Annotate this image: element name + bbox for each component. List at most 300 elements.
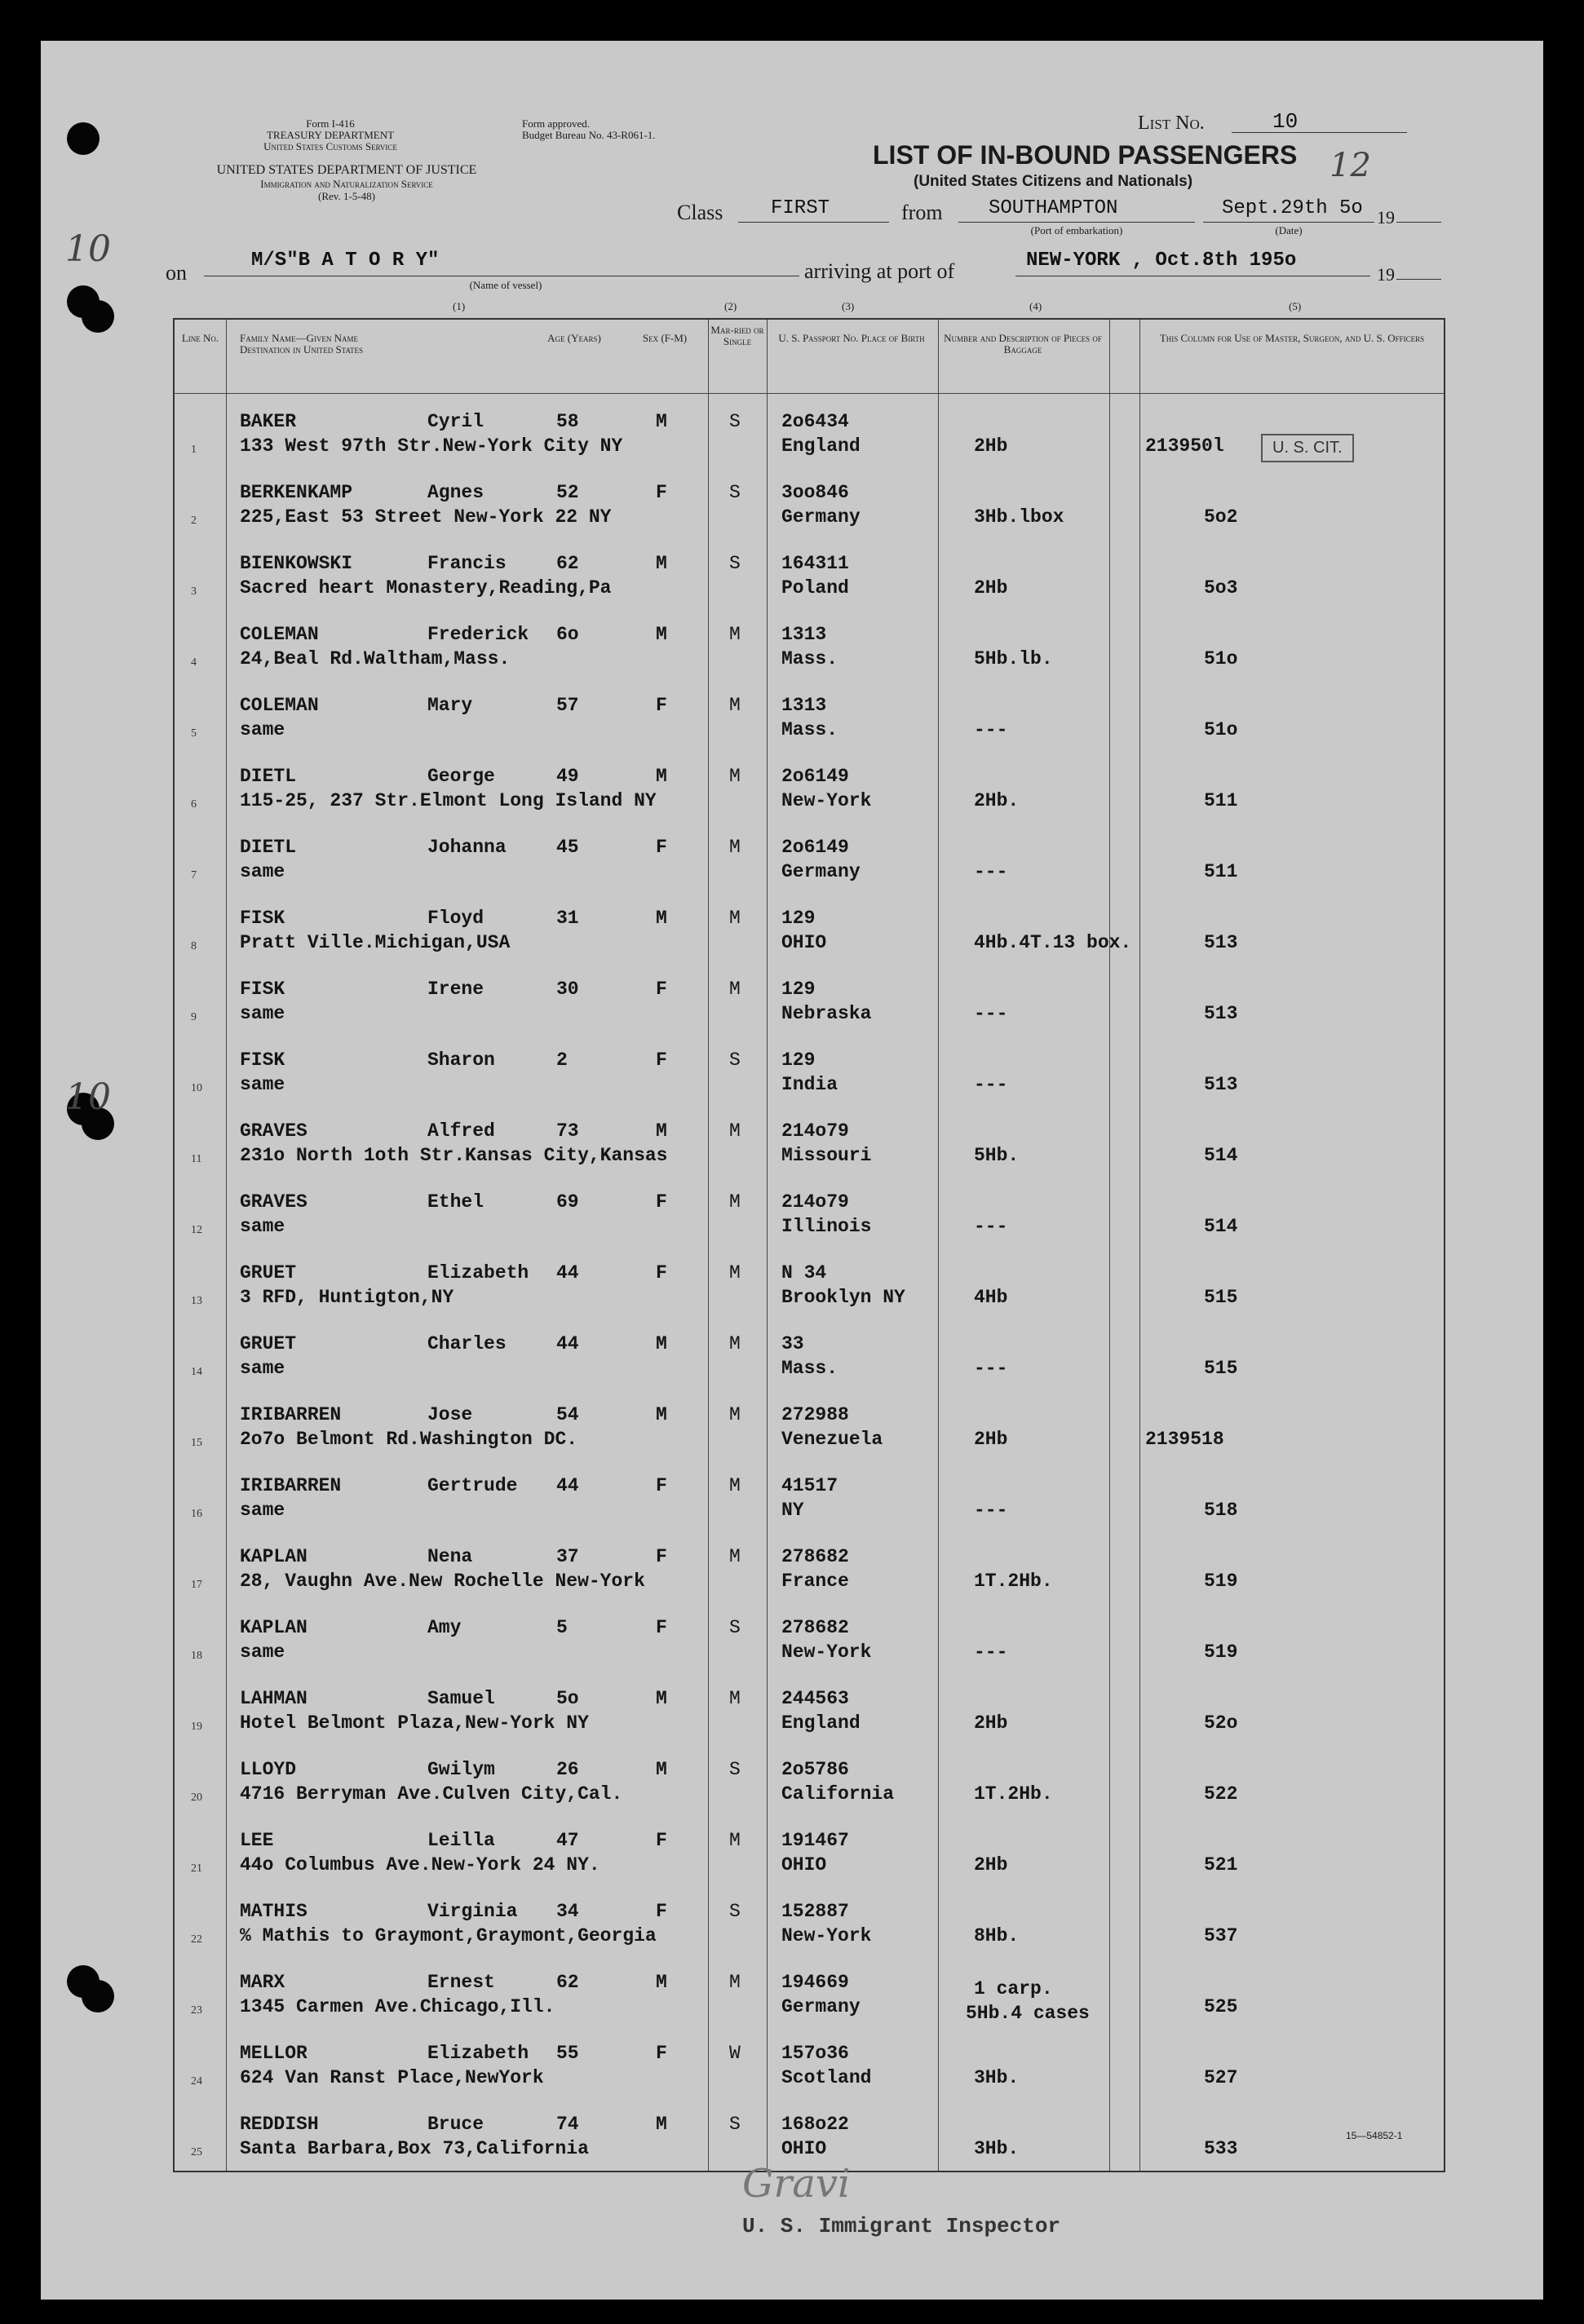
marital-status: M bbox=[729, 766, 741, 787]
marital-status: M bbox=[729, 624, 741, 645]
passenger-given-name: Frederick bbox=[427, 624, 529, 645]
marital-status: S bbox=[729, 553, 741, 574]
destination-address: 1345 Carmen Ave.Chicago,Ill. bbox=[240, 1996, 555, 2017]
us-citizen-stamp: U. S. CIT. bbox=[1261, 434, 1354, 462]
baggage-description: --- bbox=[974, 1074, 1008, 1095]
justice-dept: UNITED STATES DEPARTMENT OF JUSTICE bbox=[216, 163, 477, 177]
destination-address: Hotel Belmont Plaza,New-York NY bbox=[240, 1712, 589, 1734]
marital-status: S bbox=[729, 1901, 741, 1922]
passenger-surname: BIENKOWSKI bbox=[240, 553, 353, 574]
table-row bbox=[175, 395, 1444, 466]
passenger-given-name: Leilla bbox=[427, 1830, 495, 1851]
passenger-age: 34 bbox=[556, 1901, 579, 1922]
form-revision: (Rev. 1-5-48) bbox=[318, 190, 375, 202]
passport-number: 2o5786 bbox=[781, 1759, 849, 1780]
place-of-birth: California bbox=[781, 1783, 895, 1805]
place-of-birth: OHIO bbox=[781, 932, 827, 953]
place-of-birth: Illinois bbox=[781, 1216, 872, 1237]
vessel-name: M/S"B A T O R Y" bbox=[251, 250, 440, 272]
table-row bbox=[175, 2026, 1444, 2097]
on-label: on bbox=[166, 261, 187, 285]
baggage-description: 5Hb.lb. bbox=[974, 648, 1053, 669]
destination-address: Santa Barbara,Box 73,California bbox=[240, 2138, 589, 2159]
passenger-surname: FISK bbox=[240, 979, 285, 1000]
passenger-age: 2 bbox=[556, 1049, 568, 1071]
line-number: 8 bbox=[191, 940, 197, 952]
passenger-surname: GRAVES bbox=[240, 1120, 308, 1142]
passenger-sex: F bbox=[656, 979, 667, 1000]
passenger-sex: M bbox=[656, 908, 667, 929]
passport-number: 2o6149 bbox=[781, 766, 849, 787]
passport-number: 129 bbox=[781, 1049, 816, 1071]
passenger-age: 69 bbox=[556, 1191, 579, 1213]
line-number: 6 bbox=[191, 798, 197, 811]
table-row bbox=[175, 1459, 1444, 1530]
passenger-surname: DIETL bbox=[240, 837, 297, 858]
place-of-birth: Venezuela bbox=[781, 1429, 883, 1450]
line-number: 17 bbox=[191, 1579, 202, 1591]
budget-bureau: Budget Bureau No. 43-R061-1. bbox=[522, 129, 656, 141]
baggage-description: --- bbox=[974, 1641, 1008, 1663]
line-number: 23 bbox=[191, 2004, 202, 2017]
table-row bbox=[175, 1246, 1444, 1317]
passport-number: 168o22 bbox=[781, 2114, 849, 2135]
table-row bbox=[175, 2097, 1444, 2168]
officer-column-value: 511 bbox=[1204, 790, 1238, 811]
passenger-given-name: Samuel bbox=[427, 1688, 495, 1709]
line-number: 9 bbox=[191, 1011, 197, 1023]
passenger-given-name: Alfred bbox=[427, 1120, 495, 1142]
passenger-given-name: Jose bbox=[427, 1404, 473, 1425]
officer-column-value: 519 bbox=[1204, 1571, 1238, 1592]
passenger-surname: LLOYD bbox=[240, 1759, 297, 1780]
arrival-port-date: NEW-YORK , Oct.8th 195o bbox=[1026, 250, 1297, 272]
destination-address: same bbox=[240, 719, 285, 740]
handwritten-page-number: 12 bbox=[1330, 147, 1371, 184]
line-number: 21 bbox=[191, 1862, 202, 1875]
passenger-surname: IRIBARREN bbox=[240, 1404, 342, 1425]
passenger-given-name: Elizabeth bbox=[427, 1262, 529, 1284]
header-officers: This Column for Use of Master, Surgeon, and U. S. Officers bbox=[1159, 332, 1425, 344]
place-of-birth: Germany bbox=[781, 506, 861, 528]
line-number: 15 bbox=[191, 1437, 202, 1449]
passenger-surname: GRAVES bbox=[240, 1191, 308, 1213]
table-row bbox=[175, 537, 1444, 608]
passenger-sex: F bbox=[656, 1262, 667, 1284]
line-number: 14 bbox=[191, 1366, 202, 1378]
officer-column-value: 533 bbox=[1204, 2138, 1238, 2159]
place-of-birth: India bbox=[781, 1074, 838, 1095]
passport-number: 278682 bbox=[781, 1617, 849, 1638]
passenger-given-name: Cyril bbox=[427, 411, 484, 432]
place-of-birth: England bbox=[781, 1712, 861, 1734]
table-row bbox=[175, 1104, 1444, 1175]
passenger-given-name: Gertrude bbox=[427, 1475, 518, 1496]
passenger-age: 54 bbox=[556, 1404, 579, 1425]
column-number-4: (4) bbox=[1029, 300, 1042, 312]
place-of-birth: England bbox=[781, 435, 861, 457]
passenger-sex: F bbox=[656, 1475, 667, 1496]
passport-number: 191467 bbox=[781, 1830, 849, 1851]
officer-column-value: 525 bbox=[1204, 1996, 1238, 2017]
header-passport: U. S. Passport No. Place of Birth bbox=[778, 332, 925, 344]
passenger-given-name: Nena bbox=[427, 1546, 473, 1567]
passenger-sex: F bbox=[656, 1901, 667, 1922]
officer-column-value: 2139518 bbox=[1145, 1429, 1224, 1450]
marital-status: M bbox=[729, 1688, 741, 1709]
line-number: 3 bbox=[191, 585, 197, 598]
passport-number: 2o6149 bbox=[781, 837, 849, 858]
passenger-age: 5o bbox=[556, 1688, 579, 1709]
passenger-sex: M bbox=[656, 2114, 667, 2135]
marital-status: M bbox=[729, 837, 741, 858]
place-of-birth: Poland bbox=[781, 577, 849, 599]
baggage-description: --- bbox=[974, 861, 1008, 882]
passenger-age: 44 bbox=[556, 1475, 579, 1496]
table-row bbox=[175, 466, 1444, 537]
destination-address: same bbox=[240, 1216, 285, 1237]
ins-service: Immigration and Naturalization Service bbox=[260, 178, 433, 190]
baggage-description: 3Hb.lbox bbox=[974, 506, 1064, 528]
marital-status: M bbox=[729, 1262, 741, 1284]
officer-column-value: 51o bbox=[1204, 719, 1238, 740]
passport-number: 3oo846 bbox=[781, 482, 849, 503]
destination-address: Pratt Ville.Michigan,USA bbox=[240, 932, 511, 953]
passport-number: 2o6434 bbox=[781, 411, 849, 432]
passenger-surname: DIETL bbox=[240, 766, 297, 787]
passport-number: 157o36 bbox=[781, 2043, 849, 2064]
place-of-birth: Scotland bbox=[781, 2067, 872, 2088]
passenger-surname: COLEMAN bbox=[240, 695, 319, 716]
officer-column-value: 518 bbox=[1204, 1500, 1238, 1521]
passenger-given-name: Elizabeth bbox=[427, 2043, 529, 2064]
officer-column-value: 213950l bbox=[1145, 435, 1224, 457]
column-number-2: (2) bbox=[724, 300, 737, 312]
passenger-surname: GRUET bbox=[240, 1262, 297, 1284]
punch-hole bbox=[82, 1980, 114, 2013]
marital-status: M bbox=[729, 1546, 741, 1567]
column-number-3: (3) bbox=[842, 300, 855, 312]
line-number: 19 bbox=[191, 1721, 202, 1733]
passport-number: 1313 bbox=[781, 695, 827, 716]
table-row bbox=[175, 820, 1444, 891]
passenger-given-name: Amy bbox=[427, 1617, 462, 1638]
place-of-birth: New-York bbox=[781, 790, 872, 811]
table-row bbox=[175, 749, 1444, 820]
passenger-surname: LEE bbox=[240, 1830, 274, 1851]
passenger-sex: M bbox=[656, 624, 667, 645]
baggage-description: 4Hb bbox=[974, 1287, 1008, 1308]
passport-number: 1313 bbox=[781, 624, 827, 645]
passenger-sex: F bbox=[656, 2043, 667, 2064]
destination-address: 115-25, 237 Str.Elmont Long Island NY bbox=[240, 790, 657, 811]
passenger-age: 62 bbox=[556, 553, 579, 574]
passenger-sex: F bbox=[656, 1546, 667, 1567]
place-of-birth: Brooklyn NY bbox=[781, 1287, 905, 1308]
officer-column-value: 52o bbox=[1204, 1712, 1238, 1734]
destination-address: 133 West 97th Str.New-York City NY bbox=[240, 435, 623, 457]
passenger-table bbox=[173, 318, 1445, 2172]
form-number: Form I-416 bbox=[306, 117, 355, 130]
line-number: 5 bbox=[191, 727, 197, 740]
year-suffix: 19 bbox=[1377, 207, 1395, 228]
marital-status: M bbox=[729, 695, 741, 716]
list-no-value: 10 bbox=[1272, 109, 1299, 134]
baggage-description: 2Hb bbox=[974, 1854, 1008, 1876]
departure-date: Sept.29th 5o bbox=[1222, 197, 1363, 219]
footer-code: 15—54852-1 bbox=[1346, 2130, 1403, 2141]
place-of-birth: Germany bbox=[781, 1996, 861, 2017]
destination-address: Sacred heart Monastery,Reading,Pa bbox=[240, 577, 612, 599]
passport-number: 33 bbox=[781, 1333, 804, 1354]
place-of-birth: France bbox=[781, 1571, 849, 1592]
baggage-description: 5Hb. bbox=[974, 1145, 1020, 1166]
table-row bbox=[175, 1033, 1444, 1104]
marital-status: M bbox=[729, 908, 741, 929]
form-approved: Form approved. bbox=[522, 117, 591, 130]
passenger-given-name: Johanna bbox=[427, 837, 507, 858]
passenger-age: 47 bbox=[556, 1830, 579, 1851]
punch-hole bbox=[67, 122, 100, 155]
header-married: Mar-ried or Single bbox=[710, 324, 764, 347]
destination-address: 3 RFD, Huntigton,NY bbox=[240, 1287, 454, 1308]
place-of-birth: Nebraska bbox=[781, 1003, 872, 1024]
marital-status: S bbox=[729, 411, 741, 432]
passenger-given-name: George bbox=[427, 766, 495, 787]
passenger-surname: LAHMAN bbox=[240, 1688, 308, 1709]
line-number: 22 bbox=[191, 1933, 202, 1946]
passenger-age: 49 bbox=[556, 766, 579, 787]
officer-column-value: 5o2 bbox=[1204, 506, 1238, 528]
passenger-sex: M bbox=[656, 1972, 667, 1993]
passenger-age: 74 bbox=[556, 2114, 579, 2135]
officer-column-value: 514 bbox=[1204, 1145, 1238, 1166]
line-number: 24 bbox=[191, 2075, 202, 2088]
passenger-age: 6o bbox=[556, 624, 579, 645]
place-of-birth: Mass. bbox=[781, 719, 838, 740]
line-number: 1 bbox=[191, 444, 197, 456]
marital-status: M bbox=[729, 1972, 741, 1993]
treasury-dept: TREASURY DEPARTMENT bbox=[266, 129, 395, 141]
officer-column-value: 514 bbox=[1204, 1216, 1238, 1237]
passenger-surname: KAPLAN bbox=[240, 1546, 308, 1567]
table-row bbox=[175, 1743, 1444, 1814]
passenger-age: 31 bbox=[556, 908, 579, 929]
line-number: 25 bbox=[191, 2146, 202, 2158]
destination-address: 44o Columbus Ave.New-York 24 NY. bbox=[240, 1854, 600, 1876]
passport-number: 152887 bbox=[781, 1901, 849, 1922]
officer-column-value: 513 bbox=[1204, 932, 1238, 953]
passenger-age: 52 bbox=[556, 482, 579, 503]
baggage-description: 8Hb. bbox=[974, 1925, 1020, 1946]
passenger-age: 26 bbox=[556, 1759, 579, 1780]
passenger-given-name: Irene bbox=[427, 979, 484, 1000]
passenger-given-name: Charles bbox=[427, 1333, 507, 1354]
passenger-age: 44 bbox=[556, 1333, 579, 1354]
passport-number: 214o79 bbox=[781, 1120, 849, 1142]
officer-column-value: 511 bbox=[1204, 861, 1238, 882]
destination-address: same bbox=[240, 1003, 285, 1024]
table-row bbox=[175, 678, 1444, 749]
table-row bbox=[175, 891, 1444, 962]
destination-address: 28, Vaughn Ave.New Rochelle New-York bbox=[240, 1571, 645, 1592]
header-name-destination: Family Name—Given Name Destination in United States bbox=[240, 332, 364, 356]
baggage-description: --- bbox=[974, 1003, 1008, 1024]
passenger-surname: BERKENKAMP bbox=[240, 482, 353, 503]
destination-address: same bbox=[240, 1074, 285, 1095]
passenger-surname: MARX bbox=[240, 1972, 285, 1993]
passenger-sex: M bbox=[656, 1333, 667, 1354]
page-title: LIST OF IN-BOUND PASSENGERS bbox=[873, 140, 1298, 170]
table-row bbox=[175, 1955, 1444, 2026]
passenger-sex: M bbox=[656, 411, 667, 432]
baggage-description: 1T.2Hb. bbox=[974, 1571, 1053, 1592]
passenger-surname: FISK bbox=[240, 1049, 285, 1071]
baggage-description: 4Hb.4T.13 box. bbox=[974, 932, 1132, 953]
table-row bbox=[175, 608, 1444, 678]
marital-status: S bbox=[729, 1759, 741, 1780]
punch-hole bbox=[82, 300, 114, 333]
passenger-age: 5 bbox=[556, 1617, 568, 1638]
passenger-surname: GRUET bbox=[240, 1333, 297, 1354]
page-subtitle: (United States Citizens and Nationals) bbox=[914, 173, 1193, 190]
inspector-signature: Gravi bbox=[742, 2161, 851, 2207]
margin-mark: 10 bbox=[65, 228, 111, 270]
line-number: 20 bbox=[191, 1792, 202, 1804]
date-caption: (Date) bbox=[1275, 224, 1303, 236]
destination-address: 231o North 1oth Str.Kansas City,Kansas bbox=[240, 1145, 668, 1166]
passport-number: 214o79 bbox=[781, 1191, 849, 1213]
baggage-description: 1T.2Hb. bbox=[974, 1783, 1053, 1805]
header-sex: Sex (F-M) bbox=[642, 332, 688, 344]
passenger-given-name: Mary bbox=[427, 695, 473, 716]
baggage-description: 3Hb. bbox=[974, 2138, 1020, 2159]
destination-address: same bbox=[240, 861, 285, 882]
destination-address: same bbox=[240, 1358, 285, 1379]
column-number-5: (5) bbox=[1289, 300, 1302, 312]
officer-column-value: 515 bbox=[1204, 1358, 1238, 1379]
marital-status: M bbox=[729, 1404, 741, 1425]
list-no-label: List No. bbox=[1138, 113, 1205, 134]
passenger-given-name: Virginia bbox=[427, 1901, 518, 1922]
from-label: from bbox=[901, 201, 943, 224]
port-of-embarkation: SOUTHAMPTON bbox=[989, 197, 1118, 219]
passport-number: 244563 bbox=[781, 1688, 849, 1709]
table-row bbox=[175, 1388, 1444, 1459]
passenger-sex: F bbox=[656, 837, 667, 858]
passport-number: 41517 bbox=[781, 1475, 838, 1496]
line-number: 7 bbox=[191, 869, 197, 881]
place-of-birth: Missouri bbox=[781, 1145, 872, 1166]
passport-number: 164311 bbox=[781, 553, 849, 574]
officer-column-value: 521 bbox=[1204, 1854, 1238, 1876]
baggage-description: --- bbox=[974, 1358, 1008, 1379]
vessel-caption: (Name of vessel) bbox=[469, 279, 542, 291]
passenger-sex: F bbox=[656, 482, 667, 503]
passenger-given-name: Floyd bbox=[427, 908, 484, 929]
place-of-birth: Mass. bbox=[781, 648, 838, 669]
passenger-age: 58 bbox=[556, 411, 579, 432]
table-row bbox=[175, 1601, 1444, 1672]
header-line-no: Line No. bbox=[181, 332, 219, 344]
passenger-surname: KAPLAN bbox=[240, 1617, 308, 1638]
place-of-birth: New-York bbox=[781, 1925, 872, 1946]
passenger-sex: F bbox=[656, 1191, 667, 1213]
baggage-description-extra: 5Hb.4 cases bbox=[966, 2003, 1090, 2024]
line-number: 4 bbox=[191, 656, 197, 669]
marital-status: M bbox=[729, 1475, 741, 1496]
officer-column-value: 537 bbox=[1204, 1925, 1238, 1946]
place-of-birth: Mass. bbox=[781, 1358, 838, 1379]
place-of-birth: OHIO bbox=[781, 1854, 827, 1876]
baggage-description: 2Hb bbox=[974, 1712, 1008, 1734]
officer-column-value: 51o bbox=[1204, 648, 1238, 669]
baggage-description: 2Hb bbox=[974, 577, 1008, 599]
place-of-birth: OHIO bbox=[781, 2138, 827, 2159]
destination-address: 225,East 53 Street New-York 22 NY bbox=[240, 506, 612, 528]
baggage-description: 1 carp. bbox=[974, 1978, 1053, 1999]
destination-address: 4716 Berryman Ave.Culven City,Cal. bbox=[240, 1783, 623, 1805]
passenger-age: 62 bbox=[556, 1972, 579, 1993]
header-age: Age (Years) bbox=[547, 332, 601, 344]
marital-status: W bbox=[729, 2043, 741, 2064]
destination-address: same bbox=[240, 1500, 285, 1521]
port-caption: (Port of embarkation) bbox=[1030, 224, 1123, 236]
passport-number: 194669 bbox=[781, 1972, 849, 1993]
table-row bbox=[175, 1175, 1444, 1246]
arriving-label: arriving at port of bbox=[804, 259, 955, 283]
passenger-sex: F bbox=[656, 695, 667, 716]
officer-column-value: 513 bbox=[1204, 1003, 1238, 1024]
line-number: 12 bbox=[191, 1224, 202, 1236]
passenger-surname: MATHIS bbox=[240, 1901, 308, 1922]
table-row bbox=[175, 1317, 1444, 1388]
passport-number: 278682 bbox=[781, 1546, 849, 1567]
baggage-description: 3Hb. bbox=[974, 2067, 1020, 2088]
destination-address: 624 Van Ranst Place,NewYork bbox=[240, 2067, 544, 2088]
marital-status: M bbox=[729, 1333, 741, 1354]
passenger-surname: COLEMAN bbox=[240, 624, 319, 645]
line-number: 18 bbox=[191, 1650, 202, 1662]
passenger-surname: FISK bbox=[240, 908, 285, 929]
header-baggage: Number and Description of Pieces of Baggage bbox=[944, 332, 1102, 356]
passenger-sex: M bbox=[656, 1120, 667, 1142]
passenger-given-name: Bruce bbox=[427, 2114, 484, 2135]
passenger-age: 73 bbox=[556, 1120, 579, 1142]
place-of-birth: Germany bbox=[781, 861, 861, 882]
passport-number: 129 bbox=[781, 908, 816, 929]
marital-status: S bbox=[729, 1617, 741, 1638]
baggage-description: 2Hb bbox=[974, 435, 1008, 457]
line-number: 13 bbox=[191, 1295, 202, 1307]
passenger-given-name: Sharon bbox=[427, 1049, 495, 1071]
baggage-description: --- bbox=[974, 1216, 1008, 1237]
officer-column-value: 515 bbox=[1204, 1287, 1238, 1308]
place-of-birth: New-York bbox=[781, 1641, 872, 1663]
passenger-given-name: Agnes bbox=[427, 482, 484, 503]
destination-address: % Mathis to Graymont,Graymont,Georgia bbox=[240, 1925, 657, 1946]
column-number-1: (1) bbox=[453, 300, 466, 312]
class-label: Class bbox=[677, 201, 723, 224]
passenger-given-name: Gwilym bbox=[427, 1759, 495, 1780]
passenger-age: 44 bbox=[556, 1262, 579, 1284]
passport-number: 272988 bbox=[781, 1404, 849, 1425]
marital-status: M bbox=[729, 1191, 741, 1213]
passenger-age: 30 bbox=[556, 979, 579, 1000]
passenger-sex: F bbox=[656, 1830, 667, 1851]
passenger-given-name: Francis bbox=[427, 553, 507, 574]
marital-status: M bbox=[729, 1830, 741, 1851]
